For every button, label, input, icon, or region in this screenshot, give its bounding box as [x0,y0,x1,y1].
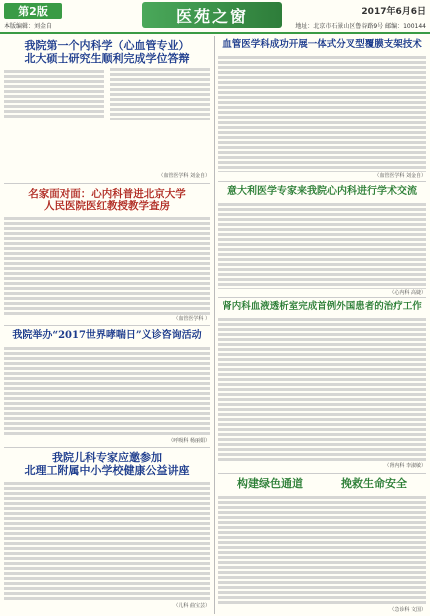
article-byline: （心内科 高婕） [389,289,426,296]
page-header [0,0,430,34]
headline-line-2: 北大硕士研究生顺利完成学位答辩 [24,51,190,65]
article-headline: 血管医学科成功开展一体式分叉型覆膜支架技术 [222,39,422,50]
article-graduate-defense [4,38,210,184]
article-byline: （血管医学科 刘金自） [158,173,210,180]
masthead-title: 医苑之窗 [142,2,282,28]
column-divider [214,36,215,614]
article-green-channel [218,476,426,614]
article-body [4,68,210,172]
article-headline: 肾内科血液透析室完成首例外国患者的治疗工作 [222,301,422,312]
headline-line-1: 我院儿科专家应邀参加 [52,451,162,464]
article-byline: （血管医学科 ） [173,316,210,323]
page-number-tag: 第2版 [4,3,62,19]
article-body [4,480,210,602]
editor-credit: 本版编辑：刘金自 [4,23,53,30]
publisher-address: 地址：北京市石景山区鲁谷路9号 邮编：100144 [295,23,426,30]
article-stent-technique [218,38,426,182]
article-body [218,316,426,462]
headline-line-2: 人民医院医红教授教学查房 [44,200,170,213]
article-italian-experts [218,184,426,298]
header-rule [0,32,430,34]
headline-line-1: 名家面对面：心内科普进北京大学 [28,188,186,200]
article-byline: （呼吸科 杨丽娟） [168,437,210,444]
article-body [218,54,426,172]
headline-part-1: 构建绿色通道 [237,477,303,490]
article-byline: （血管医学科 刘金自） [374,172,426,179]
article-body [4,345,210,437]
article-body [4,215,210,315]
headline-line-2: 北理工附属中小学校健康公益讲座 [24,463,190,477]
article-body [218,201,426,289]
article-expert-ward-round [4,186,210,326]
article-headline [4,188,210,212]
article-headline: 意大利医学专家来我院心内科进行学术交流 [227,186,417,197]
article-headline [4,40,210,65]
article-headline: 我院举办“2017世界哮喘日”义诊咨询活动 [12,330,202,341]
article-dialysis-foreign-patient [218,300,426,474]
headline-line-1: 我院第一个内科学（心血管专业） [24,39,190,52]
article-body [218,494,426,606]
article-asthma-day [4,328,210,448]
article-byline: （急诊科 文国） [389,606,426,613]
headline-part-2: 挽救生命安全 [341,477,407,490]
article-byline: （儿科 曲宝芸） [173,603,210,610]
article-pediatric-lecture [4,450,210,614]
article-headline [218,476,426,494]
article-headline [4,452,210,477]
issue-date: 2017年6月6日 [361,7,426,17]
article-byline: （肾内科 李淑敏） [384,462,426,469]
